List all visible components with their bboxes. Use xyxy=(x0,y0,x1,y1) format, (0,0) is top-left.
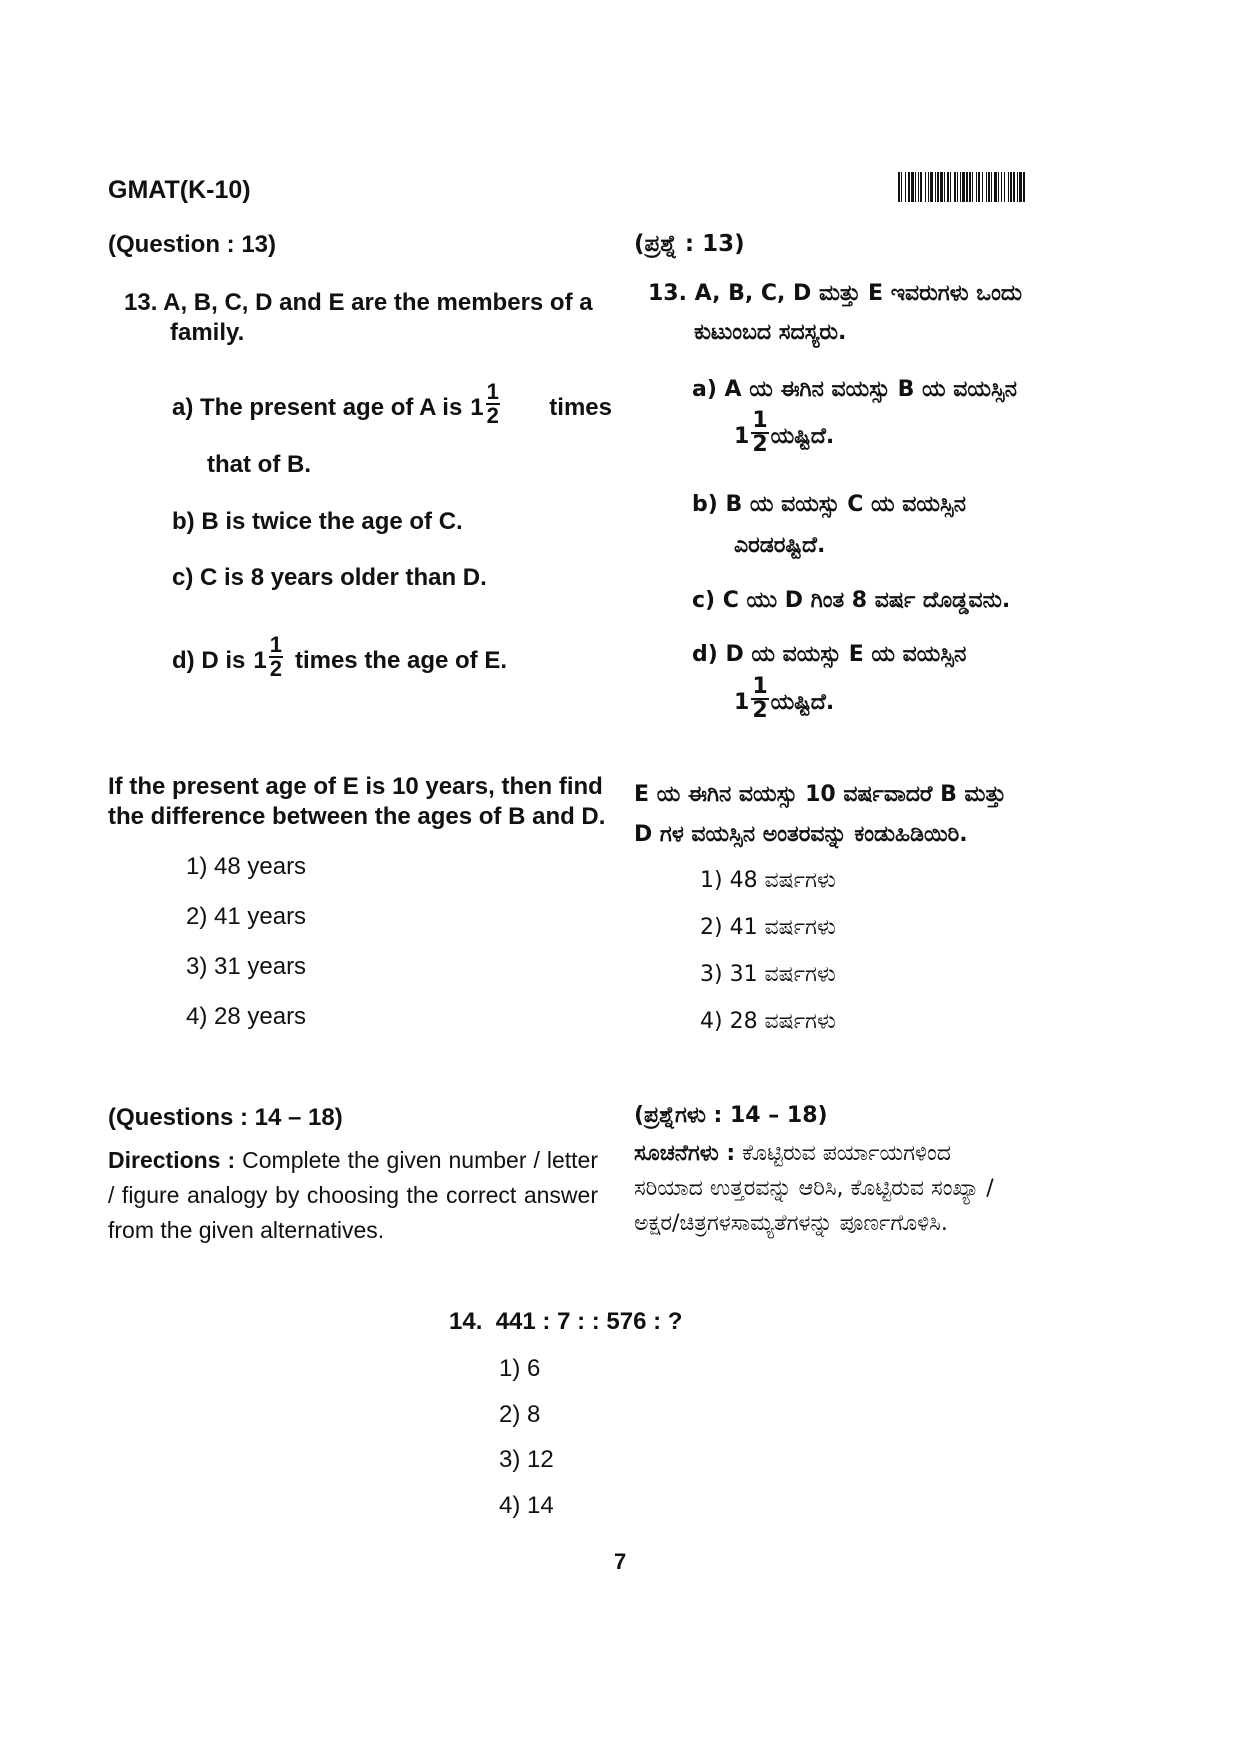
fraction-denominator: 2 xyxy=(269,656,282,681)
statement-a-prefix: a) The present age of A is xyxy=(172,394,463,421)
exam-code: GMAT(K-10) xyxy=(108,176,251,204)
q14-option-2: 2) 8 xyxy=(499,1401,541,1428)
q14-stem: 14. 441 : 7 : : 576 : ? xyxy=(449,1308,683,1335)
statement-d-suffix: times the age of E. xyxy=(294,647,508,674)
directions-kn-line3: ಅಕ್ಷರ/ಚಿತ್ರಗಳಸಾಮ್ಯತೆಗಳನ್ನು ಪೂರ್ಣಗೊಳಿಸಿ. xyxy=(634,1211,948,1236)
q13-option-4-en: 4) 28 years xyxy=(186,1003,307,1030)
directions-en xyxy=(108,1143,598,1248)
q13-stem-kn-line2: ಕುಟುಂಬದ ಸದಸ್ಯರು. xyxy=(694,320,847,345)
q14-18-label-en: (Questions : 14 – 18) xyxy=(108,1104,343,1131)
q13-statement-a-line2-en: that of B. xyxy=(207,451,311,478)
q13-statement-a-kn: a) A ಯ ಈಗಿನ ವಯಸ್ಸು B ಯ ವಯಸ್ಸಿನ xyxy=(692,377,1017,402)
q13-question-kn-line1: E ಯ ಈಗಿನ ವಯಸ್ಸು 10 ವರ್ಷವಾದರೆ B ಮತ್ತು xyxy=(634,782,1006,807)
fraction-whole: 1 xyxy=(470,394,484,421)
q13-option-3-kn: 3) 31 ವರ್ಷಗಳು xyxy=(700,962,836,987)
directions-kn-line2: ಸರಿಯಾದ ಉತ್ತರವನ್ನು ಆರಿಸಿ, ಕೊಟ್ಟಿರುವ ಸಂಖ್ಯಾ / xyxy=(634,1176,994,1201)
fraction-denominator: 2 xyxy=(752,432,768,457)
fraction-one-and-half xyxy=(253,632,285,684)
directions-label-kn: ಸೂಚನೆಗಳು : xyxy=(634,1141,736,1166)
fraction-whole: 1 xyxy=(734,690,750,715)
q13-option-1-kn: 1) 48 ವರ್ಷಗಳು xyxy=(700,868,836,893)
q13-statement-a-kn-line2 xyxy=(734,408,835,460)
directions-text-en: Complete the given number / letter / figure analogy by choosing the correct answer from the given alternatives. xyxy=(108,1147,599,1243)
q13-statement-b-kn: b) B ಯ ವಯಸ್ಸು C ಯ ವಯಸ್ಸಿನ xyxy=(692,492,966,517)
fraction-one-and-half xyxy=(470,379,502,431)
statement-a-kn-suffix: ಯಷ್ಟಿದೆ. xyxy=(770,424,835,449)
barcode-bar xyxy=(1023,172,1025,202)
fraction-denominator: 2 xyxy=(752,698,768,723)
q13-stem-en: 13. A, B, C, D and E are the members of a family. xyxy=(124,289,593,346)
q13-statement-d-en xyxy=(172,632,508,684)
directions-kn xyxy=(634,1136,1134,1241)
q13-statement-d-kn-line2 xyxy=(734,674,835,726)
statement-a-suffix: times xyxy=(549,394,612,421)
statement-d-kn-suffix: ಯಷ್ಟಿದೆ. xyxy=(770,690,835,715)
q13-option-4-kn: 4) 28 ವರ್ಷಗಳು xyxy=(700,1009,836,1034)
fraction-numerator: 1 xyxy=(486,379,499,404)
q13-option-1-en: 1) 48 years xyxy=(186,853,307,880)
page-number: 7 xyxy=(614,1549,627,1574)
statement-d-prefix: d) D is xyxy=(172,647,246,674)
q14-option-4: 4) 14 xyxy=(499,1492,554,1519)
q13-option-2-en: 2) 41 years xyxy=(186,903,307,930)
q14-option-1: 1) 6 xyxy=(499,1355,541,1382)
fraction-one-and-half xyxy=(734,408,771,460)
barcode xyxy=(898,172,1025,202)
fraction-numerator: 1 xyxy=(752,408,768,433)
fraction-numerator: 1 xyxy=(269,632,282,657)
q13-option-3-en: 3) 31 years xyxy=(186,953,307,980)
fraction-one-and-half xyxy=(734,674,771,726)
fraction-denominator: 2 xyxy=(486,403,499,428)
q13-label-en: (Question : 13) xyxy=(108,231,277,258)
q14-18-label-kn: (ಪ್ರಶ್ನೆಗಳು : 14 – 18) xyxy=(634,1103,828,1128)
q13-question-en: If the present age of E is 10 years, then find the difference between the ages of B and D. xyxy=(108,773,606,830)
q13-statement-c-en: c) C is 8 years older than D. xyxy=(172,564,487,591)
fraction-whole: 1 xyxy=(734,424,750,449)
q13-statement-d-kn: d) D ಯ ವಯಸ್ಸು E ಯ ವಯಸ್ಸಿನ xyxy=(692,642,967,667)
q14-option-3: 3) 12 xyxy=(499,1446,554,1473)
q13-statement-b-kn-line2: ಎರಡರಷ್ಟಿದೆ. xyxy=(734,533,826,558)
fraction-numerator: 1 xyxy=(752,674,768,699)
q13-statement-c-kn: c) C ಯು D ಗಿಂತ 8 ವರ್ಷ ದೊಡ್ಡವನು. xyxy=(692,588,1011,613)
q13-option-2-kn: 2) 41 ವರ್ಷಗಳು xyxy=(700,915,836,940)
directions-label-en: Directions : xyxy=(108,1147,236,1173)
q13-question-kn-line2: D ಗಳ ವಯಸ್ಸಿನ ಅಂತರವನ್ನು ಕಂಡುಹಿಡಿಯಿರಿ. xyxy=(634,822,968,847)
q13-statement-a-en xyxy=(172,379,612,431)
q13-statement-b-en: b) B is twice the age of C. xyxy=(172,508,463,535)
directions-kn-line1: ಕೊಟ್ಟಿರುವ ಪರ್ಯಾಯಗಳಿಂದ xyxy=(742,1141,951,1166)
fraction-whole: 1 xyxy=(253,647,267,674)
q13-label-kn: (ಪ್ರಶ್ನೆ : 13) xyxy=(634,231,745,257)
q13-stem-kn-line1: 13. A, B, C, D ಮತ್ತು E ಇವರುಗಳು ಒಂದು xyxy=(648,281,1023,306)
